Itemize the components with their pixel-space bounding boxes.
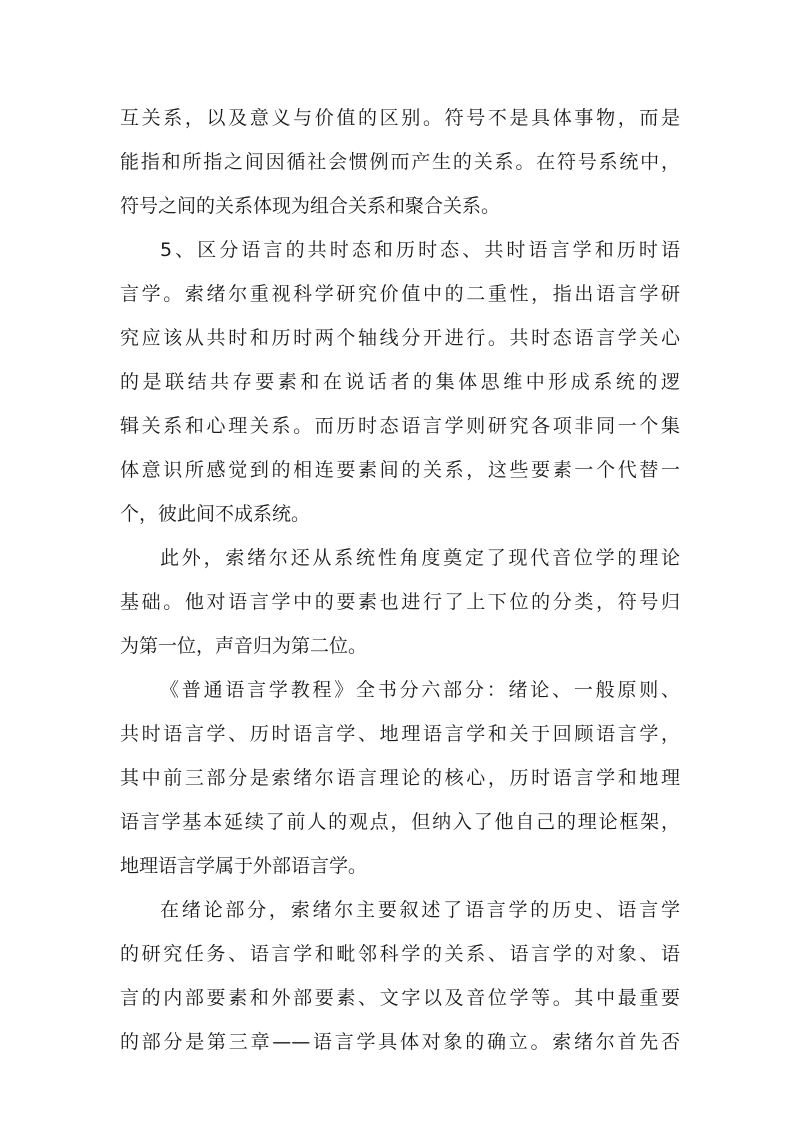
text-line: 体意识所感觉到的相连要素间的关系，这些要素一个代替一 (120, 459, 680, 481)
text-line: 的部分是第三章——语言学具体对象的确立。索绪尔首先否 (120, 1031, 680, 1053)
text-line: 语言学基本延续了前人的观点，但纳入了他自己的理论框架， (120, 811, 680, 833)
text-line: 共时语言学、历时语言学、地理语言学和关于回顾语言学， (120, 723, 680, 745)
text-line: 地理语言学属于外部语言学。 (120, 855, 368, 877)
body-text (120, 96, 680, 1064)
text-line: 辑关系和心理关系。而历时态语言学则研究各项非同一个集 (120, 415, 680, 437)
text-line: 的是联结共存要素和在说话者的集体思维中形成系统的逻 (120, 371, 680, 393)
text-line: 个，彼此间不成系统。 (120, 503, 311, 525)
text-line: 究应该从共时和历时两个轴线分开进行。共时态语言学关心 (120, 327, 680, 349)
text-line: 5、区分语言的共时态和历时态、共时语言学和历时语 (160, 239, 680, 261)
text-line: 言的内部要素和外部要素、文字以及音位学等。其中最重要 (120, 987, 680, 1009)
text-line: 为第一位，声音归为第二位。 (120, 635, 368, 657)
text-line: 在绪论部分，索绪尔主要叙述了语言学的历史、语言学 (160, 899, 680, 921)
text-line: 其中前三部分是索绪尔语言理论的核心，历时语言学和地理 (120, 767, 680, 789)
text-line: 符号之间的关系体现为组合关系和聚合关系。 (120, 195, 501, 217)
text-line: 言学。索绪尔重视科学研究价值中的二重性，指出语言学研 (120, 283, 680, 305)
text-line: 的研究任务、语言学和毗邻科学的关系、语言学的对象、语 (120, 943, 680, 965)
text-line: 能指和所指之间因循社会惯例而产生的关系。在符号系统中， (120, 151, 680, 173)
text-line: 此外，索绪尔还从系统性角度奠定了现代音位学的理论 (160, 547, 680, 569)
text-line: 基础。他对语言学中的要素也进行了上下位的分类，符号归 (120, 591, 680, 613)
text-line: 《普通语言学教程》全书分六部分：绪论、一般原则、 (160, 679, 680, 701)
text-line: 互关系，以及意义与价值的区别。符号不是具体事物，而是 (120, 107, 680, 129)
